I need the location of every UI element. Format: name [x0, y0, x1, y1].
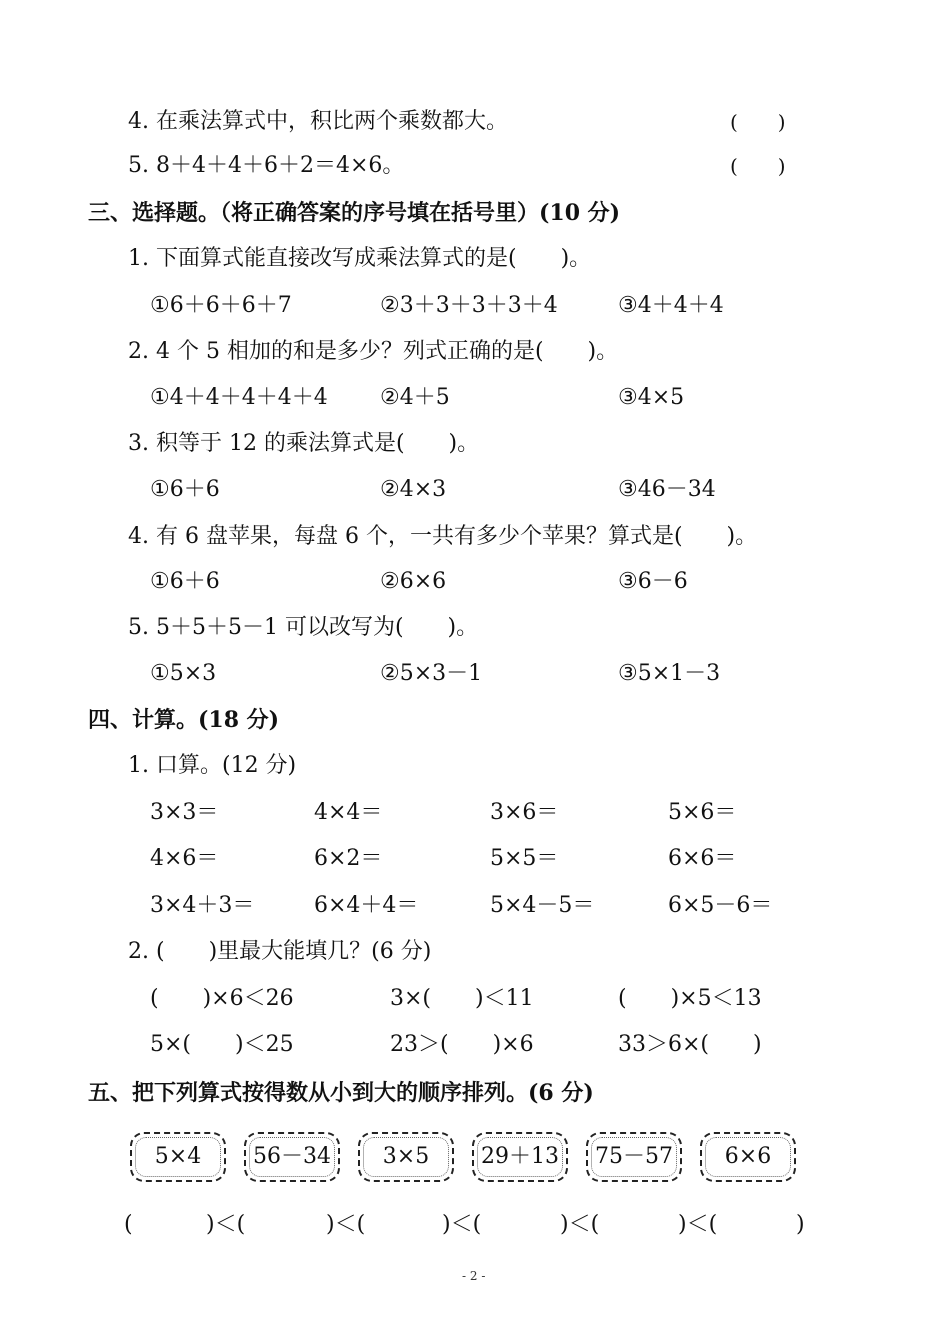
choice-2-option-3[interactable]: ③4×5 — [618, 385, 685, 410]
page-number: - 2 - — [462, 1269, 486, 1283]
order-less-than[interactable]: )＜( — [442, 1212, 482, 1237]
fill-max-item[interactable]: ( )×5＜13 — [618, 986, 762, 1011]
oral-calc-item[interactable]: 3×3＝ — [150, 800, 219, 825]
oral-calc-item[interactable]: 5×6＝ — [668, 800, 737, 825]
oral-calc-item[interactable]: 5×4－5＝ — [490, 893, 595, 918]
expression-card[interactable] — [472, 1132, 568, 1182]
choice-5-option-2[interactable]: ②5×3－1 — [380, 661, 483, 686]
oral-calc-item[interactable]: 6×2＝ — [314, 846, 383, 871]
choice-4-option-1[interactable]: ①6＋6 — [150, 569, 220, 594]
order-close-paren[interactable]: ) — [796, 1212, 805, 1237]
expression-card[interactable] — [130, 1132, 226, 1182]
choice-question-1: 1. 下面算式能直接改写成乘法算式的是( )。 — [128, 246, 592, 271]
choice-3-option-1[interactable]: ①6＋6 — [150, 477, 220, 502]
choice-5-option-3[interactable]: ③5×1－3 — [618, 661, 721, 686]
expression-card[interactable] — [700, 1132, 796, 1182]
order-less-than[interactable]: )＜( — [560, 1212, 600, 1237]
order-less-than[interactable]: )＜( — [206, 1212, 246, 1237]
section-5-title: 五、把下列算式按得数从小到大的顺序排列。(6 分) — [88, 1080, 594, 1106]
oral-calc-item[interactable]: 4×4＝ — [314, 800, 383, 825]
order-open-paren[interactable]: ( — [124, 1212, 133, 1237]
oral-calc-item[interactable]: 5×5＝ — [490, 846, 559, 871]
choice-question-5: 5. 5＋5＋5－1 可以改写为( )。 — [128, 615, 479, 640]
expression-card-text: 6×6 — [724, 1144, 772, 1169]
fill-max-item[interactable]: 3×( )＜11 — [390, 986, 534, 1011]
choice-1-option-1[interactable]: ①6＋6＋6＋7 — [150, 293, 292, 318]
judge-answer-paren-5[interactable]: ( ) — [730, 154, 786, 178]
oral-calc-item[interactable]: 6×4＋4＝ — [314, 893, 419, 918]
choice-1-option-3[interactable]: ③4＋4＋4 — [618, 293, 724, 318]
fill-max-item[interactable]: ( )×6＜26 — [150, 986, 294, 1011]
expression-card[interactable] — [244, 1132, 340, 1182]
oral-calc-item[interactable]: 6×5－6＝ — [668, 893, 773, 918]
choice-question-3: 3. 积等于 12 的乘法算式是( )。 — [128, 431, 480, 456]
expression-card-text: 5×4 — [154, 1144, 202, 1169]
expression-card-text: 3×5 — [382, 1144, 430, 1169]
judge-item-5: 5. 8＋4＋4＋6＋2＝4×6。 — [128, 153, 405, 178]
choice-3-option-3[interactable]: ③46－34 — [618, 477, 716, 502]
oral-calc-title: 1. 口算。(12 分) — [128, 753, 297, 778]
oral-calc-item[interactable]: 3×4＋3＝ — [150, 893, 255, 918]
fill-max-item[interactable]: 33＞6×( ) — [618, 1032, 762, 1057]
oral-calc-item[interactable]: 6×6＝ — [668, 846, 737, 871]
fill-max-item[interactable]: 23＞( )×6 — [390, 1032, 534, 1057]
choice-4-option-3[interactable]: ③6－6 — [618, 569, 688, 594]
choice-3-option-2[interactable]: ②4×3 — [380, 477, 447, 502]
section-4-title: 四、计算。(18 分) — [88, 707, 280, 733]
fill-max-item[interactable]: 5×( )＜25 — [150, 1032, 294, 1057]
choice-2-option-2[interactable]: ②4＋5 — [380, 385, 450, 410]
order-less-than[interactable]: )＜( — [326, 1212, 366, 1237]
oral-calc-item[interactable]: 3×6＝ — [490, 800, 559, 825]
expression-card[interactable] — [358, 1132, 454, 1182]
choice-question-4: 4. 有 6 盘苹果，每盘 6 个，一共有多少个苹果？算式是( )。 — [128, 524, 758, 549]
section-3-title: 三、选择题。（将正确答案的序号填在括号里）(10 分) — [88, 200, 621, 226]
choice-5-option-1[interactable]: ①5×3 — [150, 661, 217, 686]
choice-4-option-2[interactable]: ②6×6 — [380, 569, 447, 594]
fill-max-title: 2. ( )里最大能填几？(6 分) — [128, 939, 432, 964]
choice-1-option-2[interactable]: ②3＋3＋3＋3＋4 — [380, 293, 558, 318]
expression-card[interactable] — [586, 1132, 682, 1182]
choice-question-2: 2. 4 个 5 相加的和是多少？列式正确的是( )。 — [128, 339, 619, 364]
choice-2-option-1[interactable]: ①4＋4＋4＋4＋4 — [150, 385, 328, 410]
expression-card-text: 29＋13 — [481, 1144, 559, 1169]
order-less-than[interactable]: )＜( — [678, 1212, 718, 1237]
oral-calc-item[interactable]: 4×6＝ — [150, 846, 219, 871]
judge-answer-paren-4[interactable]: ( ) — [730, 110, 786, 134]
expression-card-text: 56－34 — [253, 1144, 331, 1169]
expression-card-text: 75－57 — [595, 1144, 673, 1169]
judge-item-4: 4. 在乘法算式中，积比两个乘数都大。 — [128, 109, 508, 134]
